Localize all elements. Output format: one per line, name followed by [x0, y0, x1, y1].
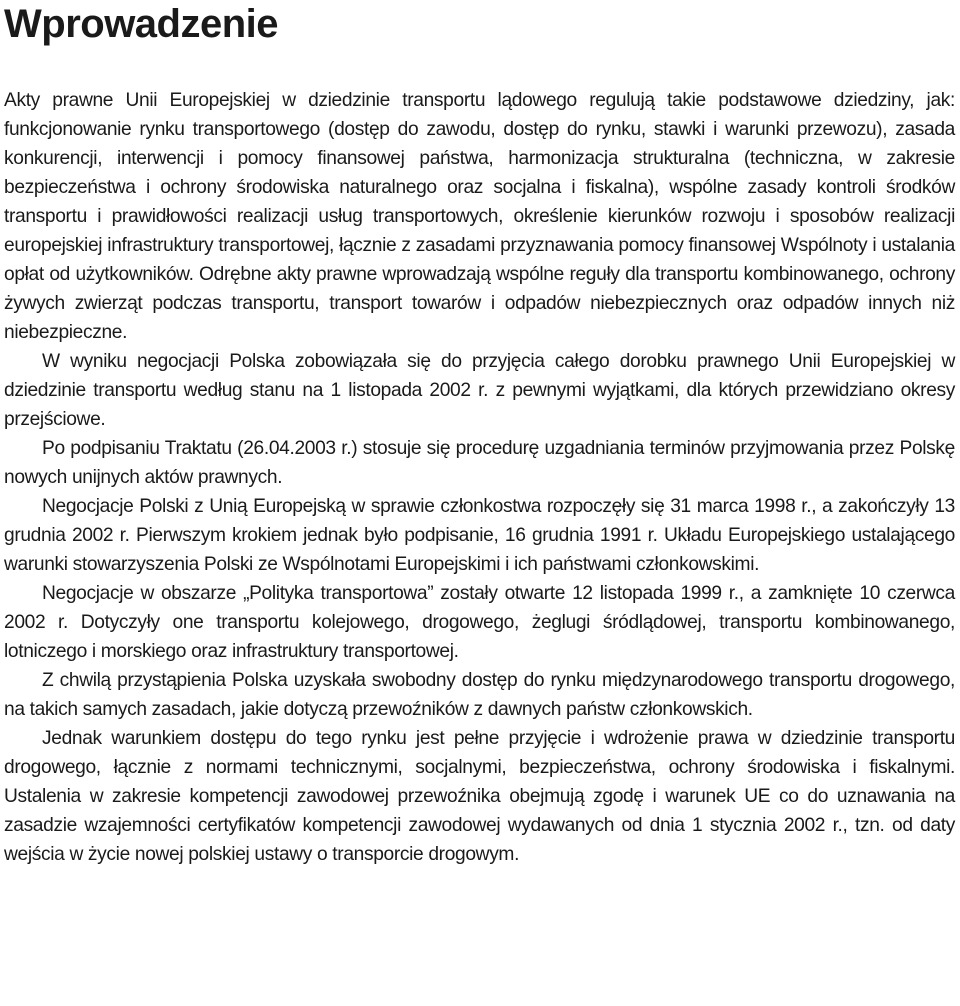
document-body: [4, 86, 955, 869]
paragraph-negotiation-commitment: W wyniku negocjacji Polska zobowiązała się do przyjęcia całego dorobku prawnego Unii Europejskiej w dziedzinie transportu według stanu na 1 listopada 2002 r. z pewnymi wyjątkami, dla których przewidziano okresy przejściowe.: [4, 351, 955, 430]
paragraph-market-access: Z chwilą przystąpienia Polska uzyskała swobodny dostęp do rynku międzynarodowego transportu drogowego, na takich samych zasadach, jakie dotyczą przewoźników z dawnych państw członkowskich.: [4, 670, 955, 720]
page-title: Wprowadzenie: [4, 2, 279, 46]
paragraph-intro: Akty prawne Unii Europejskiej w dziedzinie transportu lądowego regulują takie podstawowe dziedziny, jak: funkcjonowanie rynku transportowego (dostęp do zawodu, dostęp do rynku, stawki i warunki przewozu), zasada konkurencji, interwencji i pomocy finansowej państwa, harmonizacja strukturalna (techniczna, w zakresie bezpieczeństwa i ochrony środowiska naturalnego oraz socjalna i fiskalna), wspólne zasady kontroli środków transportu i prawidłowości realizacji usług transportowych, określenie kierunków rozwoju i sposobów realizacji europejskiej infrastruktury transportowej, łącznie z zasadami przyznawania pomocy finansowej Wspólnoty i ustalania opłat od użytkowników. Odrębne akty prawne wprowadzają wspólne reguły dla transportu kombinowanego, ochrony żywych zwierząt podczas transportu, transport towarów i odpadów niebezpiecznych oraz odpadów innych niż niebezpieczne.: [4, 90, 955, 343]
paragraph-access-conditions: Jednak warunkiem dostępu do tego rynku jest pełne przyjęcie i wdrożenie prawa w dziedzinie transportu drogowego, łącznie z normami technicznymi, socjalnymi, bezpieczeństwa, ochrony środowiska i fiskalnymi. Ustalenia w zakresie kompetencji zawodowej przewoźnika obejmują zgodę i warunek UE co do uznawania na zasadzie wzajemności certyfikatów kompetencji zawodowej wydawanych od dnia 1 stycznia 2002 r., tzn. od daty wejścia w życie nowej polskiej ustawy o transporcie drogowym.: [4, 728, 955, 865]
paragraph-treaty-signing: Po podpisaniu Traktatu (26.04.2003 r.) stosuje się procedurę uzgadniania terminów przyjmowania przez Polskę nowych unijnych aktów prawnych.: [4, 438, 955, 488]
paragraph-transport-policy: Negocjacje w obszarze „Polityka transportowa” zostały otwarte 12 listopada 1999 r., a zamknięte 10 czerwca 2002 r. Dotyczyły one transportu kolejowego, drogowego, żeglugi śródlądowej, transportu kombinowanego, lotniczego i morskiego oraz infrastruktury transportowej.: [4, 583, 955, 662]
paragraph-negotiation-dates: Negocjacje Polski z Unią Europejską w sprawie członkostwa rozpoczęły się 31 marca 1998 r., a zakończyły 13 grudnia 2002 r. Pierwszym krokiem jednak było podpisanie, 16 grudnia 1991 r. Układu Europejskiego ustalającego warunki stowarzyszenia Polski ze Wspólnotami Europejskimi i ich państwami członkowskimi.: [4, 496, 955, 575]
